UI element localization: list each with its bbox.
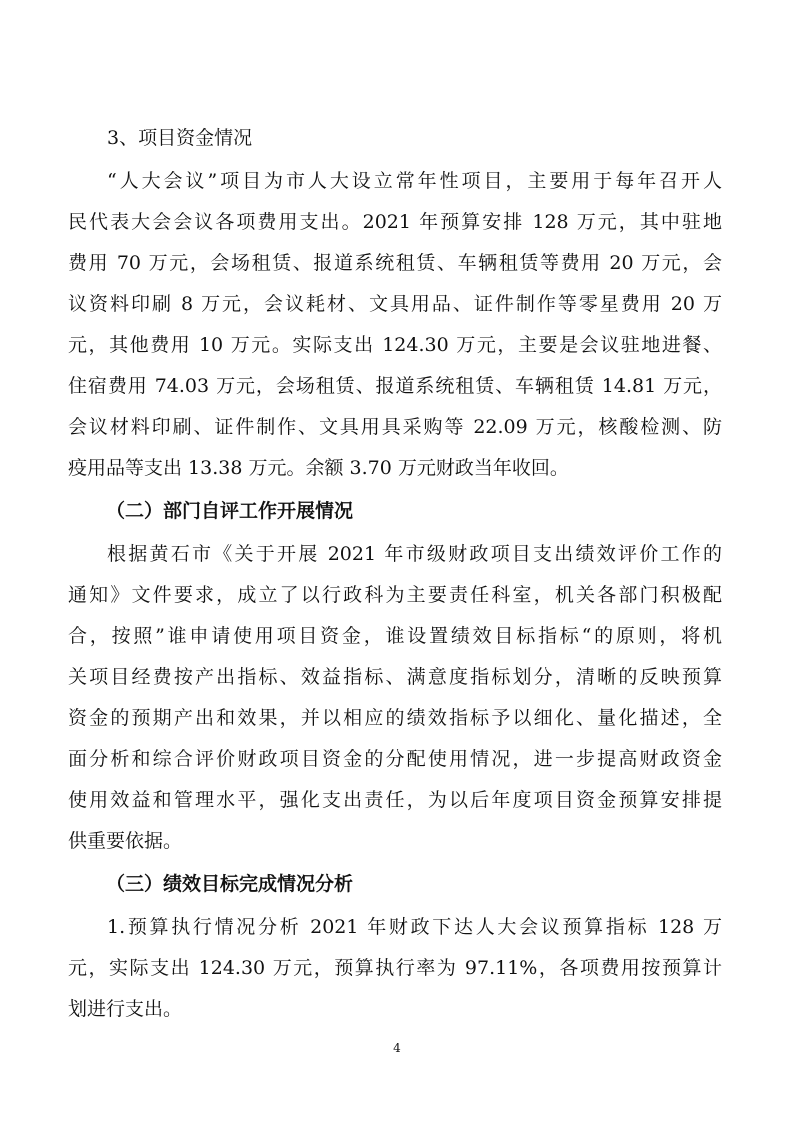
paragraph-line: 资金的预期产出和效果，并以相应的绩效指标予以细化、量化描述，全 [68,707,722,729]
paragraph-line: 关项目经费按产出指标、效益指标、满意度指标划分，清晰的反映预算 [68,666,722,688]
paragraph-line: 住宿费用 74.03 万元，会场租赁、报道系统租赁、车辆租赁 14.81 万元， [68,375,722,397]
paragraph-line: 议资料印刷 8 万元，会议耗材、文具用品、证件制作等零星费用 20 万 [68,293,722,315]
paragraph-line: 供重要依据。 [68,830,183,852]
paragraph-line: 民代表大会会议各项费用支出。2021 年预算安排 128 万元，其中驻地 [68,211,722,233]
page-number: 4 [393,1041,401,1055]
paragraph-line: 元，实际支出 124.30 万元，预算执行率为 97.11%，各项费用按预算计 [68,957,722,979]
paragraph-line: 使用效益和管理水平，强化支出责任，为以后年度项目资金预算安排提 [68,789,722,811]
paragraph-line: 通知》文件要求，成立了以行政科为主要责任科室，机关各部门积极配 [68,584,722,606]
paragraph-line: 疫用品等支出 13.38 万元。余额 3.70 万元财政当年收回。 [68,457,569,479]
paragraph-line: 划进行支出。 [68,998,183,1020]
paragraph-line: 会议材料印刷、证件制作、文具用具采购等 22.09 万元，核酸检测、防 [68,416,722,438]
section-heading-self-evaluation: （二）部门自评工作开展情况 [106,500,354,522]
paragraph-line: 元，其他费用 10 万元。实际支出 124.30 万元，主要是会议驻地进餐、 [68,334,722,356]
paragraph-line: 1.预算执行情况分析 2021 年财政下达人大会议预算指标 128 万 [107,916,722,938]
paragraph-line: 费用 70 万元，会场租赁、报道系统租赁、车辆租赁等费用 20 万元，会 [68,252,722,274]
section-heading-project-funds: 3、项目资金情况 [107,127,253,149]
section-heading-performance-goals: （三）绩效目标完成情况分析 [106,873,354,895]
paragraph-line: 根据黄石市《关于开展 2021 年市级财政项目支出绩效评价工作的 [107,543,722,565]
paragraph-line: 合，按照”谁申请使用项目资金，谁设置绩效目标指标“的原则，将机 [68,625,722,647]
paragraph-line: 面分析和综合评价财政项目资金的分配使用情况，进一步提高财政资金 [68,748,722,770]
paragraph-line: “人大会议”项目为市人大设立常年性项目，主要用于每年召开人 [107,170,722,192]
